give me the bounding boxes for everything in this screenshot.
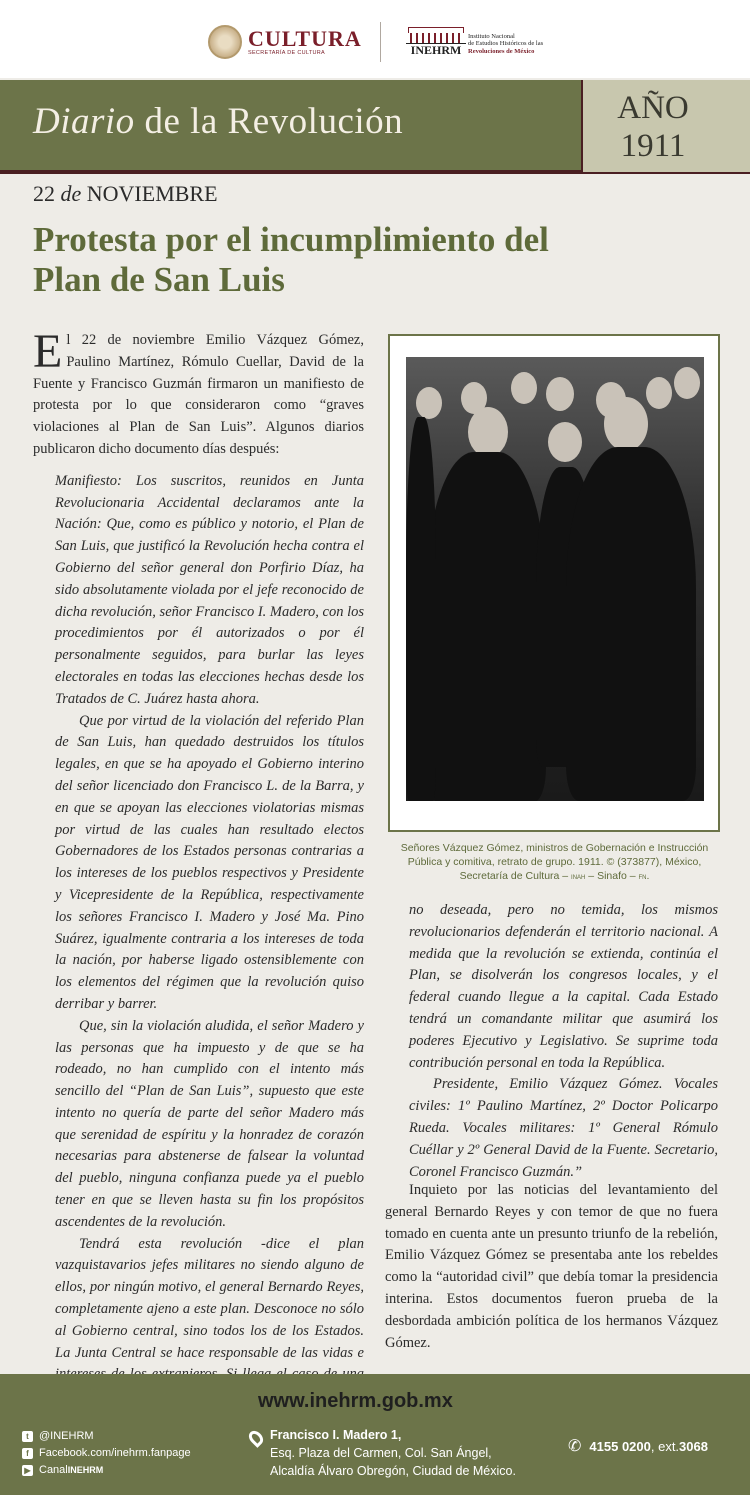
location-pin-icon bbox=[246, 1428, 266, 1448]
youtube-link[interactable]: ▶ Canal INEHRM bbox=[22, 1462, 191, 1479]
article-left-column bbox=[33, 325, 365, 1408]
inehrm-building-icon: INEHRM bbox=[406, 27, 466, 57]
cultura-title: CULTURA bbox=[248, 26, 362, 51]
group-portrait-photo[interactable] bbox=[406, 357, 704, 801]
year-value: 1911 bbox=[620, 128, 686, 164]
article-closing bbox=[385, 1180, 718, 1354]
drop-cap: E bbox=[33, 325, 63, 378]
article-intro: El 22 de noviembre Emilio Vázquez Gómez, Paulino Martínez, Rómulo Cuellar, David de la Fuente y Francisco Guzmán firmaron un manifiesto de protesta por lo que consideraron como “graves violaciones al Plan de San Luis”. Algunos diarios publicaron dicho documento días después: bbox=[33, 325, 364, 457]
photo-caption: Señores Vázquez Gómez, ministros de Gobernación e Instrucción Pública y comitiva, retrato de grupo. 1911. © (373877), México, Secretaría de Cultura – inah – Sinafo – fn. bbox=[400, 842, 709, 882]
phone[interactable]: ✆ 4155 0200 , ext. 3068 bbox=[568, 1438, 708, 1455]
article-headline: Protesta por el incumplimiento del Plan de San Luis bbox=[33, 220, 549, 299]
phone-icon: ✆ bbox=[568, 1438, 582, 1455]
header-divider bbox=[380, 22, 381, 62]
photo-frame bbox=[388, 334, 720, 832]
youtube-icon: ▶ bbox=[22, 1465, 33, 1476]
cultura-subtitle: SECRETARÍA DE CULTURA bbox=[248, 50, 325, 56]
inehrm-logo[interactable] bbox=[406, 27, 543, 57]
publication-title: Diario de la Revolución bbox=[33, 101, 404, 142]
twitter-icon: t bbox=[22, 1431, 33, 1442]
website-link[interactable]: www.inehrm.gob.mx bbox=[258, 1390, 453, 1412]
article-right-column bbox=[409, 900, 718, 1183]
cultura-logo[interactable] bbox=[208, 22, 362, 62]
address: Francisco I. Madero 1, Esq. Plaza del Carmen, Col. San Ángel, Alcaldía Álvaro Obregón, Ciudad de México. bbox=[250, 1426, 516, 1480]
year-label: AÑO bbox=[617, 90, 689, 126]
year-box bbox=[581, 80, 750, 172]
facebook-link[interactable]: f Facebook.com/inehrm.fanpage bbox=[22, 1445, 191, 1462]
mexico-seal-icon bbox=[208, 25, 242, 59]
inehrm-name: Instituto Nacional de Estudios Históricos de las Revoluciones de México bbox=[468, 32, 544, 55]
closing-paragraph: Inquieto por las noticias del levantamiento del general Bernardo Reyes y con temor de que no fuera tomado en cuenta ante un presunto triunfo de la rebelión, Emilio Vázquez Gómez se presentaba ante los rebeldes como la “autoridad civil” que debía tomar la presidencia interina. Estos documentos fueron prueba de la desbordada ambición política de los hermanos Vázquez Gómez. bbox=[385, 1182, 718, 1351]
facebook-icon: f bbox=[22, 1448, 33, 1459]
quote-paragraph: Que, sin la violación aludida, el señor Madero y las personas que ha impuesto y de que se ha rodeado, no han cumplido con el intento más sencillo del “Plan de San Luis”, supuesto que este intento no quería de parte del señor Madero más que serenidad de espíritu y la honradez de corazón necesarias para abstenerse de falsear la voluntad del pueblo, ninguna confianza puede ya el pueblo tener en que se lleven hasta su fin los propósitos ascendentes de la revolución. bbox=[55, 1017, 364, 1230]
footer bbox=[0, 1374, 750, 1495]
quote-paragraph: Manifiesto: Los suscritos, reunidos en Junta Revolucionaria Accidental declaramos ante la Nación: Que, como es público y notorio, el Plan de San Luis, que justificó la Revolución hecha contra el Gobierno del señor general don Porfirio Díaz, ha sido absolutamente violada por el jefe reconocido de dicha revolución, señor Francisco I. Madero, con los procedimientos por él autorizados o por él personalmente seguidos, para burlar las leyes electorales en todas las elecciones hechas desde los Tratados de C. Juárez hasta ahora. bbox=[55, 472, 365, 707]
article-date: 22 de NOVIEMBRE bbox=[33, 181, 218, 206]
top-header bbox=[0, 0, 750, 78]
twitter-link[interactable]: t @INEHRM bbox=[22, 1428, 191, 1445]
social-links bbox=[22, 1428, 191, 1479]
quote-paragraph: Presidente, Emilio Vázquez Gómez. Vocales civiles: 1º Paulino Martínez, 2º Doctor Policarpo Rueda. Vocales militares: 1º General Rómulo Cuéllar y 2º General David de la Fuente. Secretario, Coronel Francisco Guzmán.” bbox=[409, 1076, 718, 1180]
quote-paragraph: Que por virtud de la violación del referido Plan de San Luis, han quedado destruidos los títulos legales, en que se ha apoyado el Gobierno interino del señor licenciado don Francisco L. de la Barra, y en que se apoyan las elecciones violatorias mismas por virtud de las cuales han resultado electos Gobernadores de los Estados personas contrarias a los intereses de los pueblos respectivos y Presidente y Vicepresidente de la República, respectivamente los señores Francisco I. Madero y José Ma. Pino Suárez, igualmente contraria a los intereses de toda la nación, por haberse ligado ostensiblemente con los elementos del régimen que la revolución quiso derribar y barrer. bbox=[55, 712, 364, 1012]
manifesto-quote bbox=[33, 471, 364, 1408]
quote-paragraph: no deseada, pero no temida, los mismos revolucionarios defenderán el territorio nacional. A medida que la revolución se extienda, continúa el Plan, se disolverán los congresos locales, y el federal cuando llegue a la capital. Cada Estado tendrá un comandante militar que asumirá los poderes Ejecutivo y Legislativo. Se suprime toda contribución personal en toda la República. bbox=[409, 902, 718, 1071]
quote-paragraph: Tendrá esta revolución -dice el plan vazquistavarios jefes militares no siendo alguno de ellos, por ningún motivo, el general Bernardo Reyes, completamente ajeno a este plan. Desconoce no sólo al Gobierno central, sino todos los de los Estados. La Junta Central se hace responsable de las vidas e bbox=[55, 1235, 364, 1361]
